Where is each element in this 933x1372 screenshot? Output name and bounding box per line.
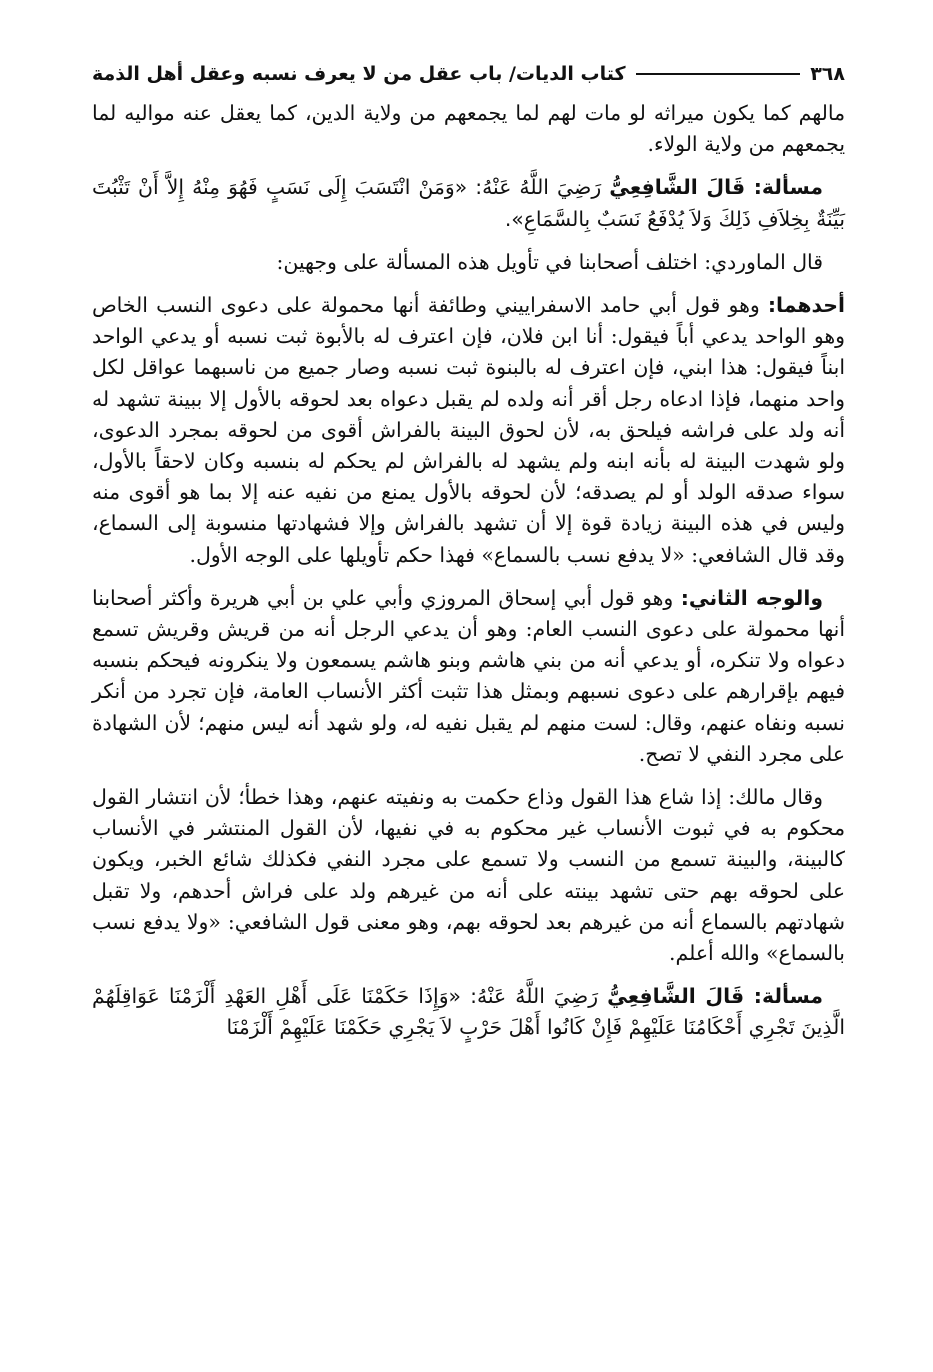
page-number: ٣٦٨ xyxy=(810,63,845,85)
section-heading: والوجه الثاني: xyxy=(680,585,823,610)
quoted-text: رَضِيَ اللَّهُ عَنْهُ: «وَمَنْ انْتَسَبَ إِلَى نَسَبٍ فَهُوَ مِنْهُ إِلاَّ أَنْ تَثْبُتَ بَيِّنَةٌ بِخِلاَفِ ذَلِكَ وَلاَ يُدْفَعُ نَسَبٌ بِالسَّمَاعِ». xyxy=(92,175,845,231)
quoted-text: رَضِيَ اللَّهُ عَنْهُ: «وَإِذَا حَكَمْنَا عَلَى أَهْلِ العَهْدِ أَلْزَمْنَا عَوَاقِلَهُمْ الَّذِينَ تَجْرِي أَحْكَامُنَا عَلَيْهِمْ فَإِنْ كَانُوا أَهْلَ حَرْبٍ لاَ يَجْرِي حَكَمْنَا عَلَيْهِمْ أَلْزَمْنَا xyxy=(92,984,845,1040)
paragraph-text: قال الماوردي: اختلف أصحابنا في تأويل هذه المسألة على وجهين: xyxy=(276,249,823,274)
paragraph-text: وقال مالك: إذا شاع هذا القول وذاع حكمت به ونفيته عنهم، وهذا خطأ؛ لأن انتشار القول محكوم به في ثبوت الأنساب غير محكوم به في نفيها، لأن القول المنتشر في الأنساب كالبينة، والبينة تسمع من النسب ولا تسمع على مجرد النفي فكذلك شائع الخبر، ويكون على لحوقه بهم حتى تشهد بينته على أنه من غيرهم ولد على فراش أحدهم، ولا تقبل شهادتهم بالسماع أنه من غيرهم بعد لحوقه بهم، وهو معنى قول الشافعي: «ولا يدفع نسب بالسماع» والله أعلم. xyxy=(92,785,846,966)
paragraph-text: مالهم كما يكون ميراثه لو مات لهم لما يجمعهم من ولاية الدين، كما يعقل عنه مواليه لما يجمعهم من ولاية الولاء. xyxy=(92,101,845,157)
paragraph-second-view xyxy=(92,583,845,770)
paragraph-continuation xyxy=(92,98,845,160)
paragraph-first-view xyxy=(92,290,845,571)
section-heading: أحدهما: xyxy=(767,293,845,318)
paragraph-masala-1 xyxy=(92,172,845,234)
paragraph-masala-2 xyxy=(92,981,845,1043)
masala-heading: مسألة: قَالَ الشَّافِعِيُّ xyxy=(607,984,824,1009)
paragraph-mawardi xyxy=(92,247,845,278)
paragraph-text: وهو قول أبي حامد الاسفراييني وطائفة أنها محمولة على دعوى النسب الخاص وهو الواحد يدعي أباً فيقول: أنا ابن فلان، فإن اعترف له بالأبوة ثبت نسبه أو يدعي الواحد ابناً فيقول: هذا ابني، فإن اعترف له بالبنوة ثبت نسبه وصار جميع من ناسبهما عواقل لكل واحد منهما، فإذا ادعاه رجل أقر أنه ولده لم يقبل دعواه بعد لحوقه بالأول إلا ببينة تشهد له أنه ولد على فراشه فيلحق به، لأن لحوق البينة بالفراش أقوى من لحوقه بمجرد الدعوى، ولو شهدت البينة له بأنه ابنه ولم يشهد له بالفراش لم يحكم له بنسبه وكان لاحقاً بالأول، سواء صدقه الولد أو لم يصدقه؛ لأن لحوقه بالأول يمنع من نفيه عنه إلا بما هو أقوى منه وليس في هذه البينة زيادة قوة إلا أن تشهد بالفراش وإلا فشهادتها منسوبة إلى السماع، وقد قال الشافعي: «لا يدفع نسب بالسماع» فهذا حكم تأويلها على الوجه الأول. xyxy=(92,293,845,567)
header-rule xyxy=(636,73,801,75)
page-header xyxy=(92,58,845,90)
paragraph-text: وهو قول أبي إسحاق المروزي وأبي علي بن أبي هريرة وأكثر أصحابنا أنها محمولة على دعوى النسب العام: وهو أن يدعي الرجل أنه من قريش وقريش تسمع دعواه ولا تنكره، أو يدعي أنه من بني هاشم وبنو هاشم يسمعون ولا ينكرونه فيحكم بنسبه فيهم بإقرارهم على دعوى نسبهم وبمثل هذا تثبت أكثر الأنساب العامة، فإن تجرد من أنكر نسبه ونفاه عنهم، وقال: لست منهم لم يقبل نفيه له، ولو شهد أنه ليس منهم؛ لأن الشهادة على مجرد النفي لا تصح. xyxy=(92,585,845,766)
masala-heading: مسألة: قَالَ الشَّافِعِيُّ xyxy=(609,175,823,200)
paragraph-malik xyxy=(92,782,845,969)
running-title: كتاب الديات/ باب عقل من لا يعرف نسبه وعقل أهل الذمة xyxy=(92,63,626,85)
